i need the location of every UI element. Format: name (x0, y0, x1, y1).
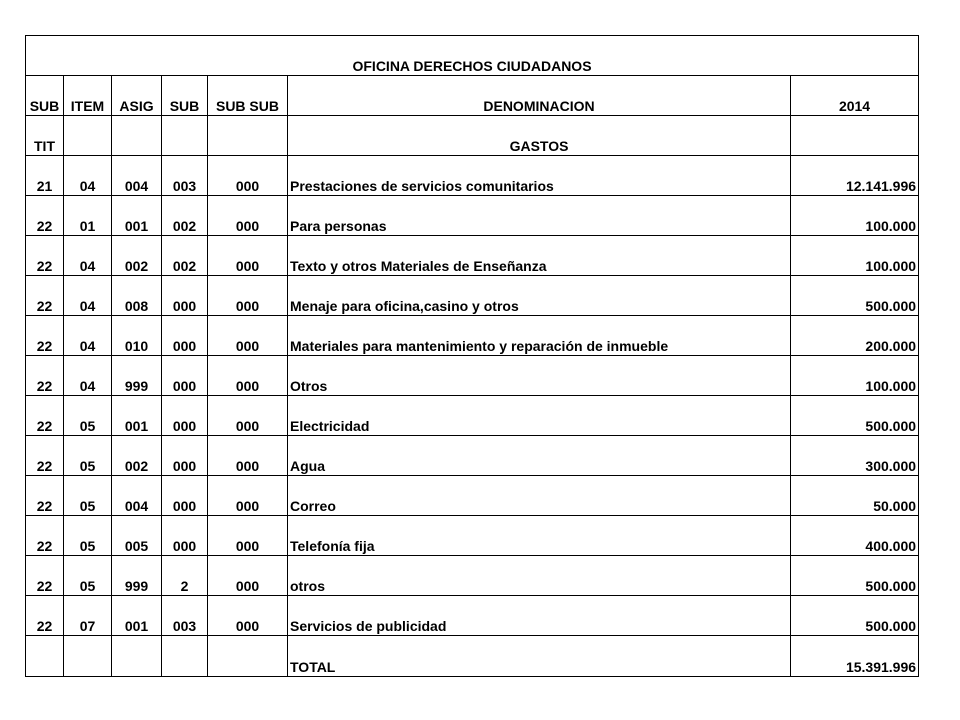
cell-subsub: 000 (208, 556, 288, 596)
cell-sub2: 002 (162, 196, 208, 236)
cell-sub: 22 (26, 396, 64, 436)
tit-row (26, 116, 919, 156)
budget-table (25, 35, 919, 677)
cell-denominacion: Para personas (288, 196, 791, 236)
cell-asig: 004 (112, 476, 162, 516)
cell-asig: 002 (112, 236, 162, 276)
empty-cell (162, 636, 208, 677)
cell-sub2: 000 (162, 396, 208, 436)
cell-sub2: 000 (162, 276, 208, 316)
cell-sub: 22 (26, 436, 64, 476)
cell-subsub: 000 (208, 236, 288, 276)
title-row (26, 36, 919, 76)
gastos-label: GASTOS (288, 116, 791, 156)
cell-asig: 001 (112, 196, 162, 236)
cell-amount: 400.000 (791, 516, 919, 556)
header-item: ITEM (64, 76, 112, 116)
cell-subsub: 000 (208, 516, 288, 556)
cell-amount: 500.000 (791, 596, 919, 636)
table-row (26, 556, 919, 596)
table-row (26, 476, 919, 516)
cell-asig: 001 (112, 396, 162, 436)
table-row (26, 316, 919, 356)
cell-item: 04 (64, 356, 112, 396)
cell-amount: 200.000 (791, 316, 919, 356)
cell-amount: 100.000 (791, 356, 919, 396)
cell-item: 04 (64, 276, 112, 316)
cell-subsub: 000 (208, 276, 288, 316)
cell-denominacion: Agua (288, 436, 791, 476)
table-row (26, 356, 919, 396)
cell-subsub: 000 (208, 436, 288, 476)
table-row (26, 276, 919, 316)
cell-asig: 999 (112, 356, 162, 396)
cell-amount: 100.000 (791, 236, 919, 276)
table-row (26, 596, 919, 636)
empty-cell (64, 116, 112, 156)
table-row (26, 516, 919, 556)
header-sub: SUB (26, 76, 64, 116)
cell-amount: 300.000 (791, 436, 919, 476)
cell-sub: 22 (26, 596, 64, 636)
cell-subsub: 000 (208, 156, 288, 196)
header-denominacion: DENOMINACION (288, 76, 791, 116)
cell-amount: 500.000 (791, 396, 919, 436)
table-row (26, 436, 919, 476)
header-asig: ASIG (112, 76, 162, 116)
cell-asig: 002 (112, 436, 162, 476)
cell-sub: 22 (26, 276, 64, 316)
cell-sub2: 003 (162, 156, 208, 196)
table-row (26, 236, 919, 276)
cell-item: 05 (64, 476, 112, 516)
header-sub2: SUB (162, 76, 208, 116)
cell-sub2: 000 (162, 436, 208, 476)
cell-subsub: 000 (208, 196, 288, 236)
table-title: OFICINA DERECHOS CIUDADANOS (26, 36, 919, 76)
cell-denominacion: Menaje para oficina,casino y otros (288, 276, 791, 316)
empty-cell (112, 636, 162, 677)
empty-cell (162, 116, 208, 156)
cell-asig: 005 (112, 516, 162, 556)
cell-item: 01 (64, 196, 112, 236)
cell-sub: 22 (26, 356, 64, 396)
total-label: TOTAL (288, 636, 791, 677)
cell-denominacion: Telefonía fija (288, 516, 791, 556)
total-row (26, 636, 919, 677)
cell-item: 04 (64, 156, 112, 196)
cell-sub2: 003 (162, 596, 208, 636)
table-row (26, 396, 919, 436)
empty-cell (791, 116, 919, 156)
empty-cell (64, 636, 112, 677)
cell-amount: 500.000 (791, 556, 919, 596)
cell-sub2: 002 (162, 236, 208, 276)
empty-cell (208, 116, 288, 156)
cell-item: 07 (64, 596, 112, 636)
cell-sub: 22 (26, 556, 64, 596)
cell-sub: 22 (26, 236, 64, 276)
cell-denominacion: Materiales para mantenimiento y reparación de inmueble (288, 316, 791, 356)
header-row (26, 76, 919, 116)
cell-asig: 001 (112, 596, 162, 636)
cell-item: 05 (64, 556, 112, 596)
cell-amount: 50.000 (791, 476, 919, 516)
cell-sub2: 000 (162, 316, 208, 356)
cell-denominacion: Correo (288, 476, 791, 516)
cell-sub2: 000 (162, 476, 208, 516)
cell-asig: 004 (112, 156, 162, 196)
cell-sub2: 000 (162, 356, 208, 396)
total-amount: 15.391.996 (791, 636, 919, 677)
cell-item: 04 (64, 316, 112, 356)
cell-amount: 500.000 (791, 276, 919, 316)
empty-cell (112, 116, 162, 156)
cell-subsub: 000 (208, 316, 288, 356)
table-row (26, 196, 919, 236)
table-row (26, 156, 919, 196)
tit-label: TIT (26, 116, 64, 156)
cell-sub2: 2 (162, 556, 208, 596)
cell-denominacion: Texto y otros Materiales de Enseñanza (288, 236, 791, 276)
cell-sub: 22 (26, 516, 64, 556)
cell-item: 05 (64, 516, 112, 556)
cell-sub: 22 (26, 476, 64, 516)
cell-item: 04 (64, 236, 112, 276)
cell-asig: 010 (112, 316, 162, 356)
cell-asig: 008 (112, 276, 162, 316)
header-subsub: SUB SUB (208, 76, 288, 116)
cell-sub2: 000 (162, 516, 208, 556)
cell-sub: 22 (26, 196, 64, 236)
cell-sub: 21 (26, 156, 64, 196)
cell-denominacion: otros (288, 556, 791, 596)
cell-subsub: 000 (208, 476, 288, 516)
cell-item: 05 (64, 396, 112, 436)
empty-cell (208, 636, 288, 677)
cell-subsub: 000 (208, 396, 288, 436)
cell-subsub: 000 (208, 596, 288, 636)
cell-denominacion: Electricidad (288, 396, 791, 436)
header-year: 2014 (791, 76, 919, 116)
empty-cell (26, 636, 64, 677)
cell-sub: 22 (26, 316, 64, 356)
cell-denominacion: Servicios de publicidad (288, 596, 791, 636)
cell-denominacion: Otros (288, 356, 791, 396)
cell-item: 05 (64, 436, 112, 476)
cell-amount: 12.141.996 (791, 156, 919, 196)
cell-subsub: 000 (208, 356, 288, 396)
data-rows (26, 156, 919, 636)
cell-asig: 999 (112, 556, 162, 596)
cell-amount: 100.000 (791, 196, 919, 236)
cell-denominacion: Prestaciones de servicios comunitarios (288, 156, 791, 196)
